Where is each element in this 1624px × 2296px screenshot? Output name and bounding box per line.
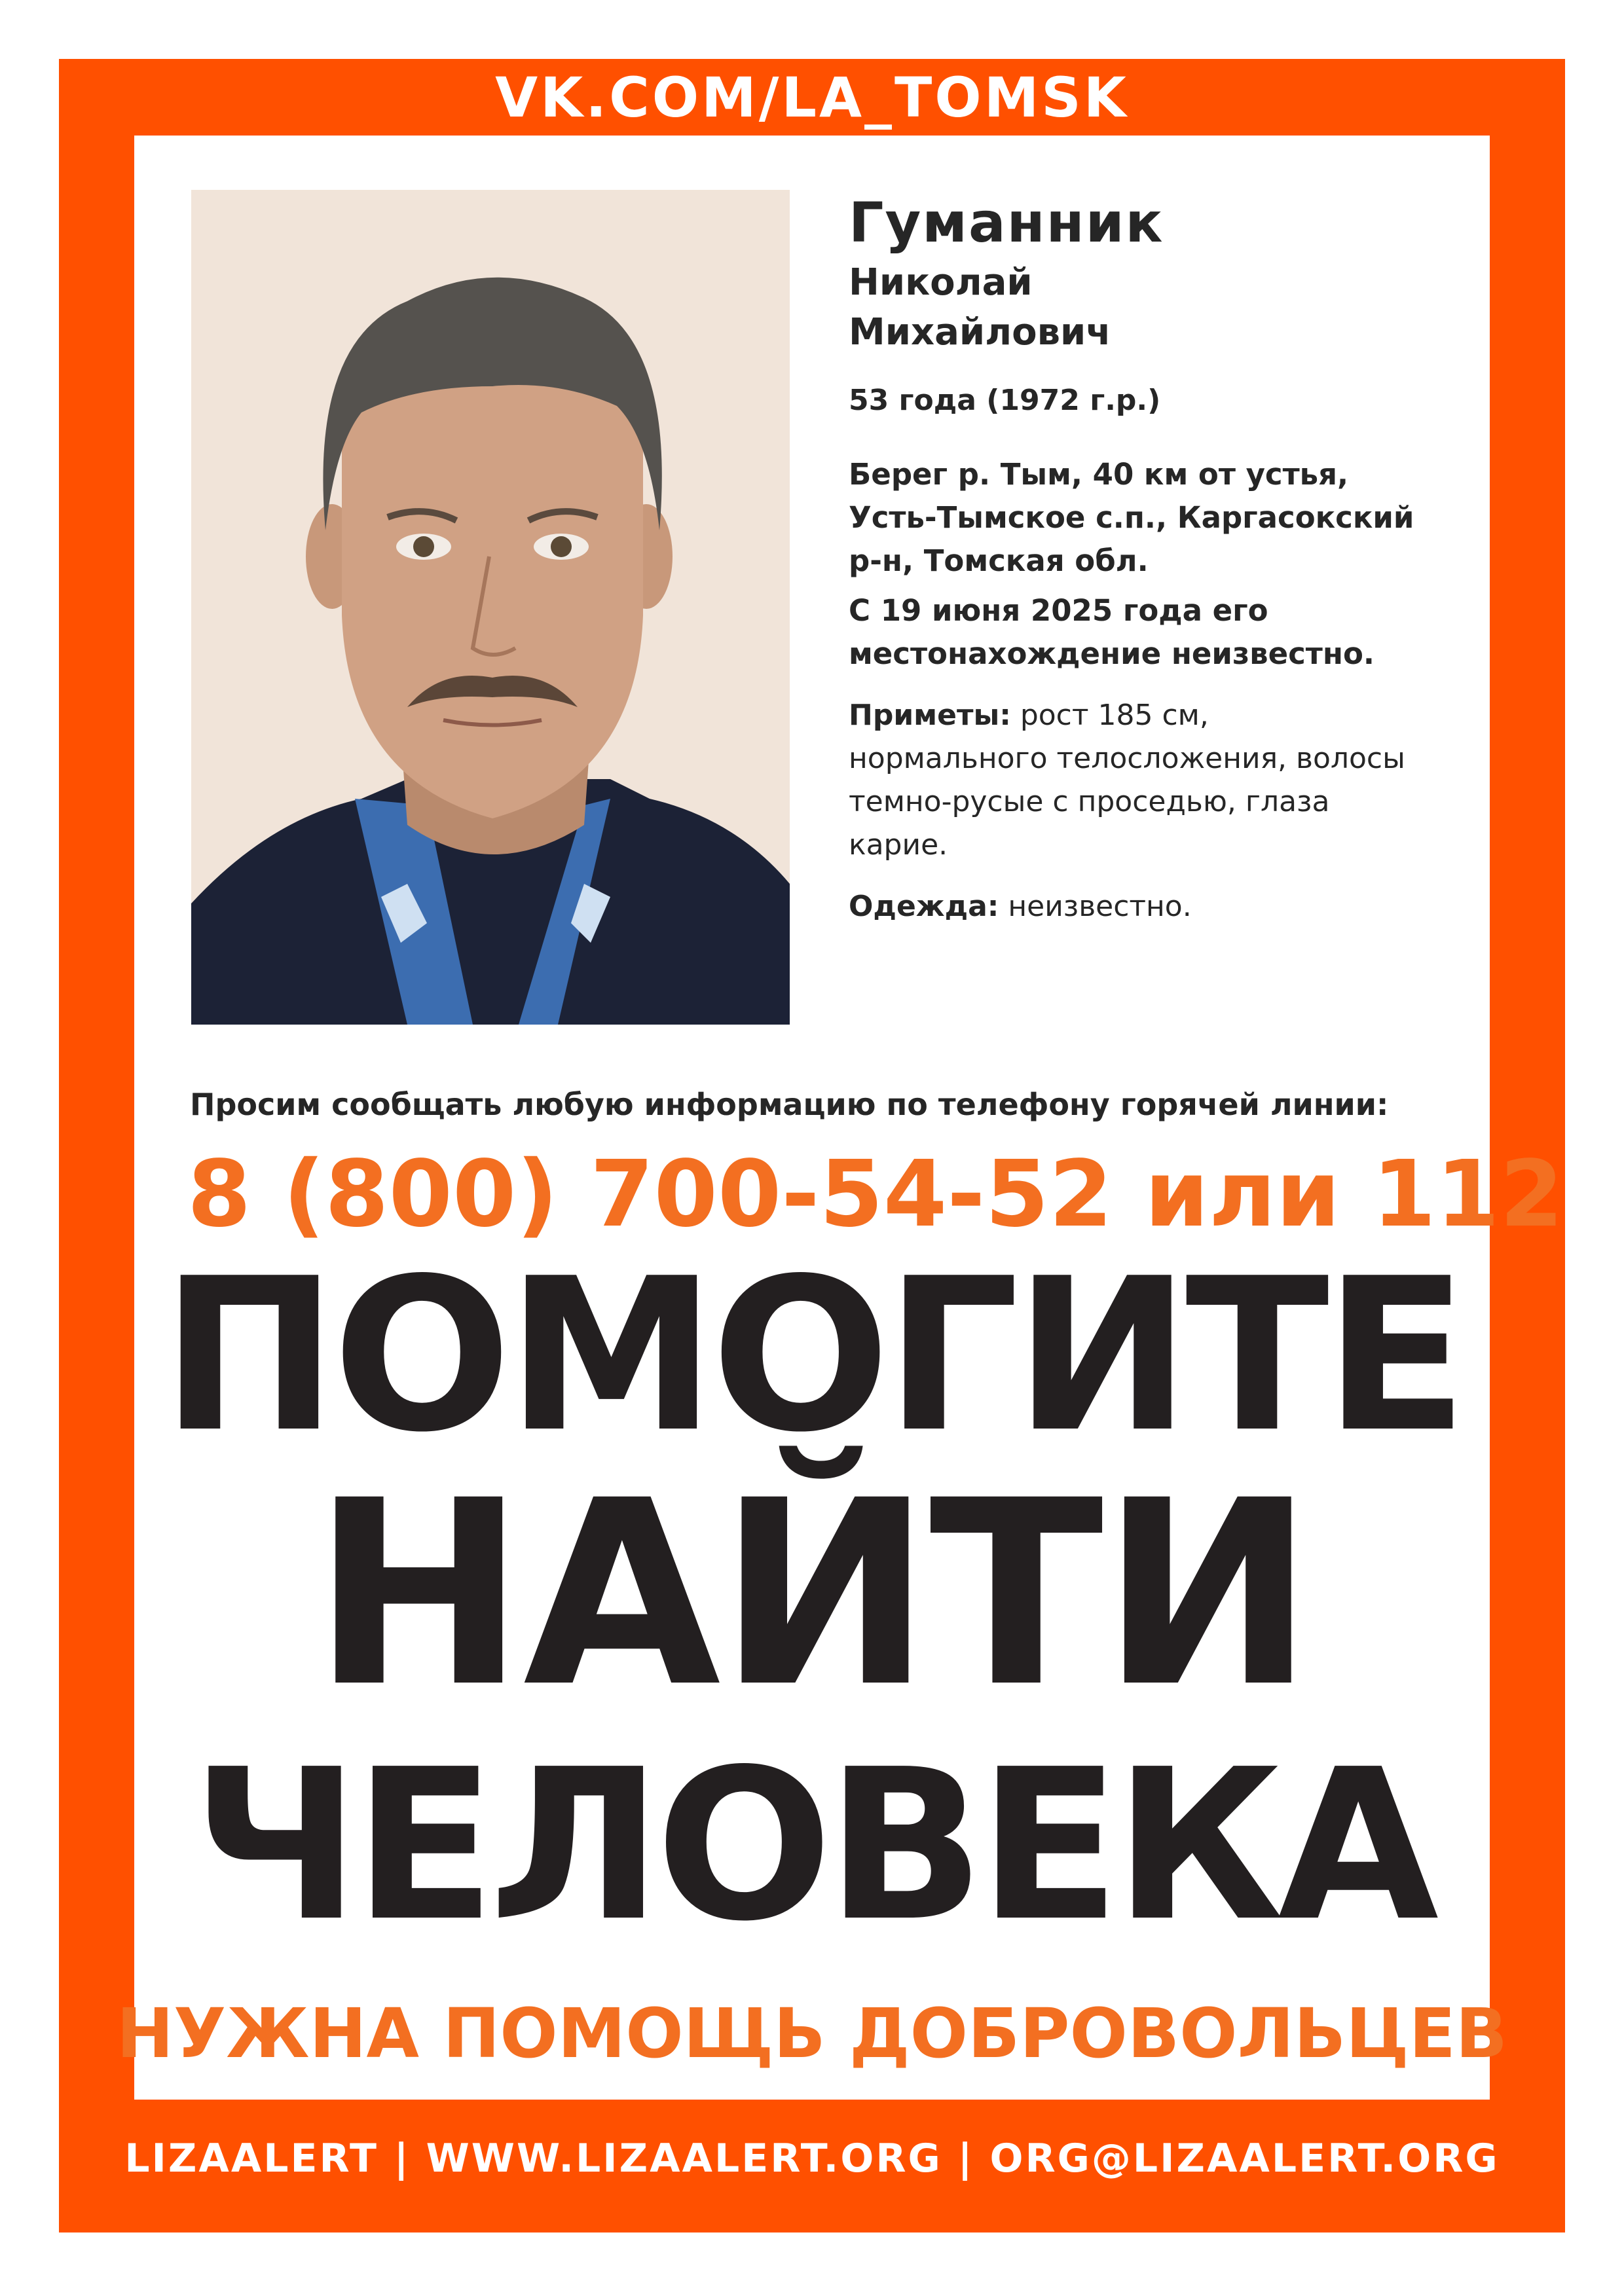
headline-line-1: ПОМОГИТЕ: [161, 1233, 1463, 1478]
person-photo: [191, 190, 790, 1025]
signs-line: карие.: [849, 828, 948, 862]
signs-label: Приметы:: [849, 699, 1011, 732]
signs-line: рост 185 см,: [1010, 699, 1209, 732]
signs-line: нормального телосложения, волосы: [849, 742, 1405, 775]
footer-links[interactable]: LIZAALERT | WWW.LIZAALERT.ORG | ORG@LIZAALERT.ORG: [124, 2136, 1500, 2181]
person-patronymic: Михайлович: [849, 311, 1111, 354]
person-first-name: Николай: [849, 261, 1033, 304]
last-seen-location: [849, 453, 1464, 583]
person-surname: Гуманник: [849, 191, 1164, 255]
location-line: р-н, Томская обл.: [849, 543, 1149, 578]
volunteers-needed: НУЖНА ПОМОЩЬ ДОБРОВОЛЬЦЕВ: [116, 1994, 1508, 2073]
clothes-label: Одежда:: [849, 890, 999, 923]
location-line: Берег р. Тым, 40 км от устья,: [849, 457, 1349, 492]
headline-line-2: НАЙТИ: [312, 1446, 1312, 1743]
hotline-request: Просим сообщать любую информацию по телефону горячей линии:: [190, 1087, 1389, 1122]
missing-since: [849, 589, 1464, 676]
missing-since-line: местонахождение неизвестно.: [849, 636, 1375, 671]
clothes-value: неизвестно.: [999, 890, 1192, 923]
distinctive-signs: [849, 694, 1464, 867]
person-info: [849, 189, 1464, 928]
signs-line: темно-русые с проседью, глаза: [849, 785, 1330, 818]
clothes: [849, 885, 1464, 928]
header-url[interactable]: VK.COM/LA_TOMSK: [495, 65, 1129, 130]
portrait-illustration: [191, 190, 790, 1025]
missing-since-line: С 19 июня 2025 года его: [849, 593, 1268, 628]
location-line: Усть-Тымское с.п., Каргасокский: [849, 500, 1414, 535]
hotline-phone[interactable]: 8 (800) 700-54-52 или 112: [187, 1141, 1564, 1248]
person-age: 53 года (1972 г.р.): [849, 384, 1161, 417]
headline-line-3: ЧЕЛОВЕКА: [191, 1724, 1433, 1967]
